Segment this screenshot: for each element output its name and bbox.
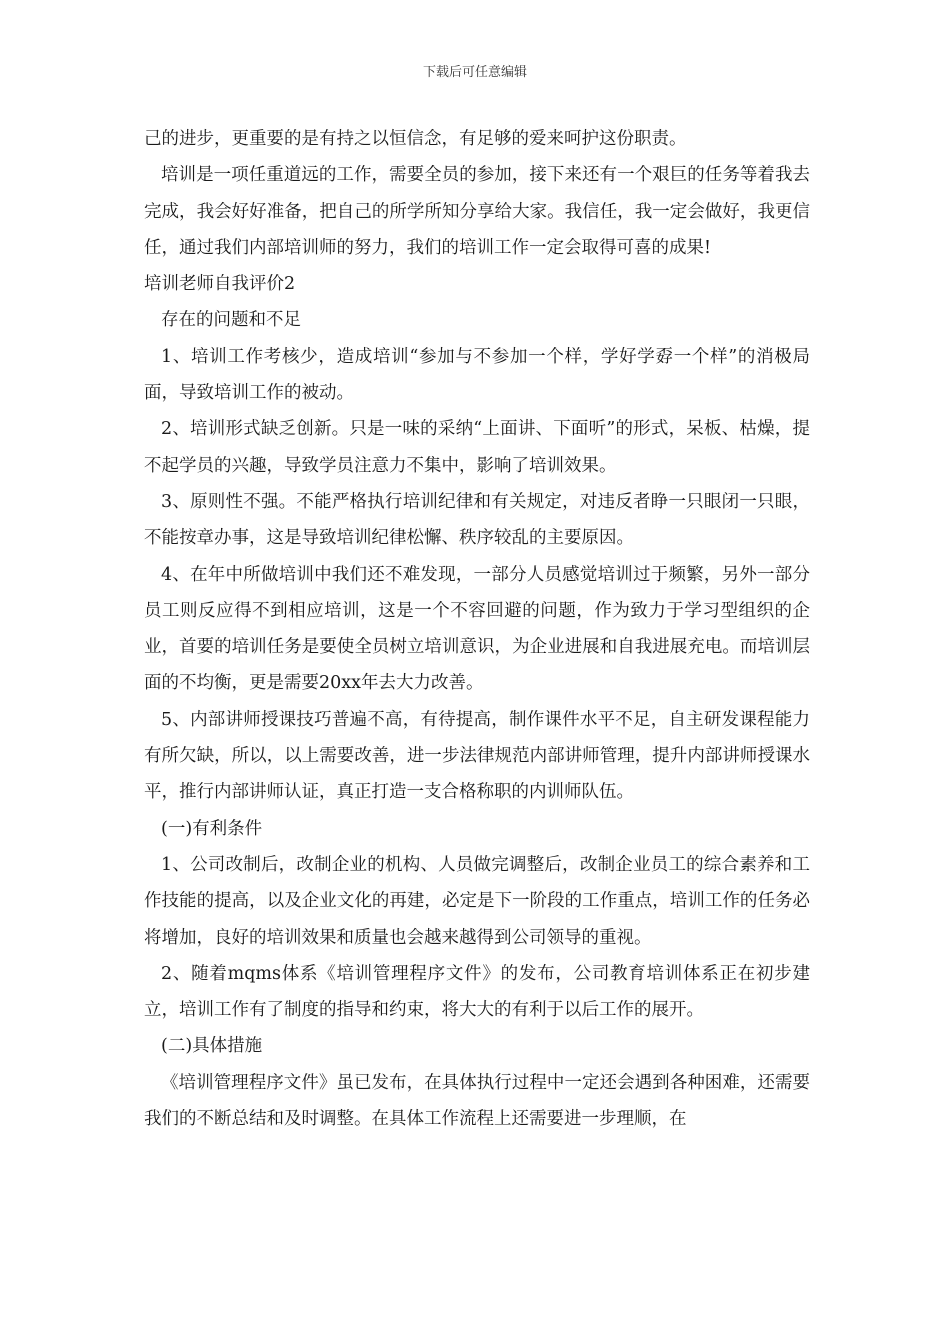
paragraph: 1、培训工作考核少，造成培训“参加与不参加一个样，学好学孬一个样”的消极局面，导致培训工作的被动。 <box>144 346 810 404</box>
paragraph: 《培训管理程序文件》虽已发布，在具体执行过程中一定还会遇到各种困难，还需要我们的不断总结和及时调整。在具体工作流程上还需要进一步理顺，在 <box>144 1072 810 1130</box>
paragraph: 5、内部讲师授课技巧普遍不高，有待提高，制作课件水平不足，自主研发课程能力有所欠缺，所以，以上需要改善，进一步法律规范内部讲师管理，提升内部讲师授课水平，推行内部讲师认证，真正打造一支合格称职的内训师队伍。 <box>144 709 810 803</box>
paragraph: 培训是一项任重道远的工作，需要全员的参加，接下来还有一个艰巨的任务等着我去完成，我会好好准备，把自己的所学所知分享给大家。我信任，我一定会做好，我更信任，通过我们内部培训师的努力，我们的培训工作一定会取得可喜的成果! <box>144 165 810 258</box>
subsection-heading: (二)具体措施 <box>161 1036 263 1057</box>
subsection-heading: 存在的问题和不足 <box>161 310 301 331</box>
paragraph: 己的进步，更重要的是有持之以恒信念，有足够的爱来呵护这份职责。 <box>144 129 687 149</box>
section-heading: 培训老师自我评价2 <box>144 274 296 295</box>
document-body <box>144 121 810 1137</box>
paragraph: 2、随着mqms体系《培训管理程序文件》的发布，公司教育培训体系正在初步建立，培训工作有了制度的指导和约束，将大大的有利于以后工作的展开。 <box>144 963 810 1021</box>
paragraph: 2、培训形式缺乏创新。只是一味的采纳“上面讲、下面听”的形式，呆板、枯燥，提不起学员的兴趣，导致学员注意力不集中，影响了培训效果。 <box>144 419 810 476</box>
subsection-heading: (一)有利条件 <box>161 818 263 839</box>
paragraph: 1、公司改制后，改制企业的机构、人员做完调整后，改制企业员工的综合素养和工作技能的提高，以及企业文化的再建，必定是下一阶段的工作重点，培训工作的任务必将增加，良好的培训效果和质量也会越来越得到公司领导的重视。 <box>144 854 810 948</box>
paragraph: 3、原则性不强。不能严格执行培训纪律和有关规定，对违反者睁一只眼闭一只眼，不能按章办事，这是导致培训纪律松懈、秩序较乱的主要原因。 <box>144 491 810 549</box>
paragraph: 4、在年中所做培训中我们还不难发现，一部分人员感觉培训过于频繁，另外一部分员工则反应得不到相应培训，这是一个不容回避的问题，作为致力于学习型组织的企业，首要的培训任务是要使全员树立培训意识，为企业进展和自我进展充电。而培训层面的不均衡，更是需要20xx年去大力改善。 <box>144 564 810 694</box>
page-header: 下载后可任意编辑 <box>422 65 527 80</box>
